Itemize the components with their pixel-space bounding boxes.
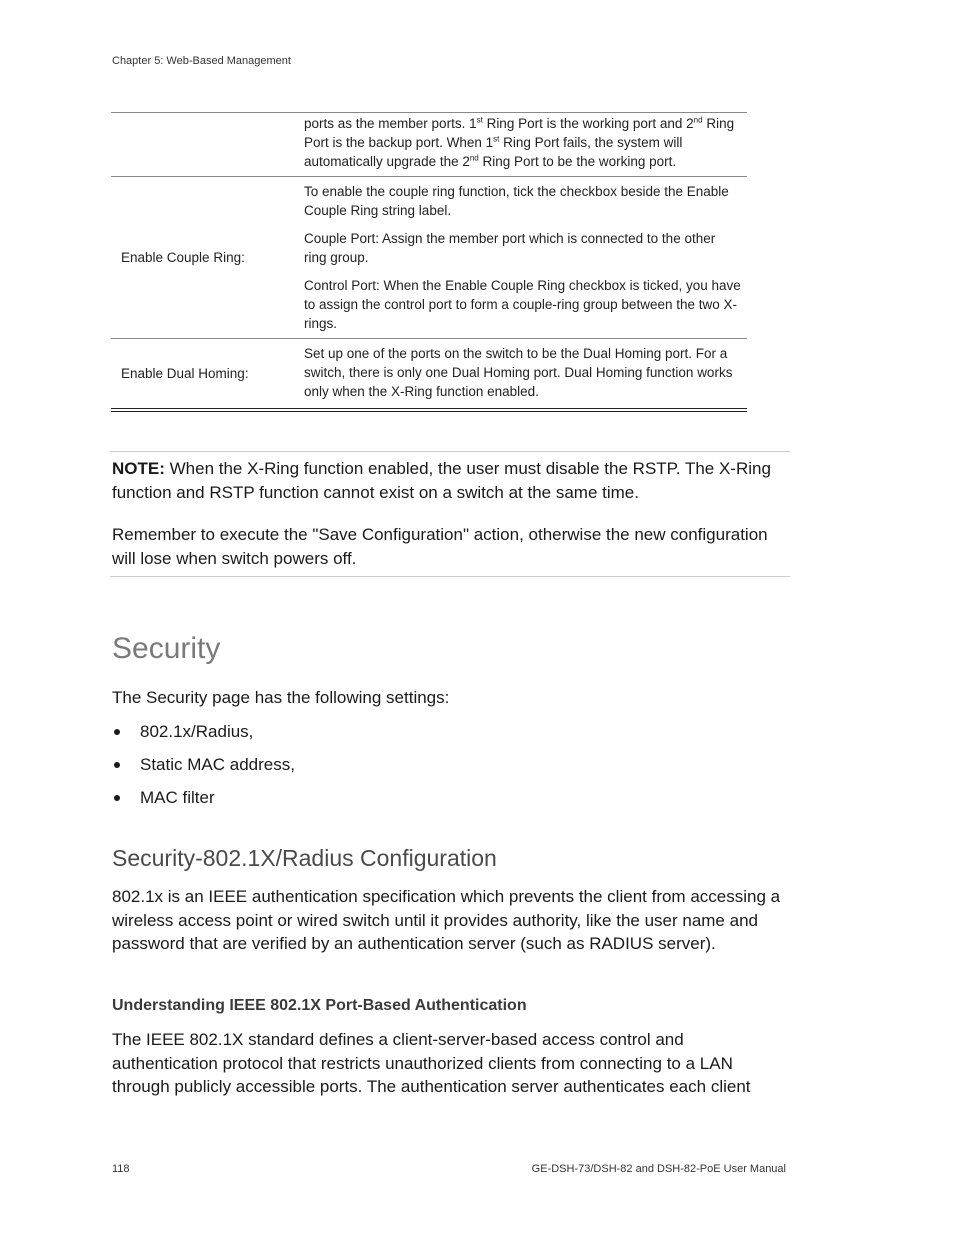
radius-paragraph: 802.1x is an IEEE authentication specification which prevents the client from accessing a wireless access point or wired switch until it provides authority, like the user name and password that are verified by an authentication server (such as RADIUS server). <box>112 887 781 953</box>
page-number: 118 <box>112 1163 130 1175</box>
enable-dual-homing-label: Enable Dual Homing: <box>121 366 249 381</box>
list-item: MAC filter <box>112 787 295 820</box>
table-row <box>111 339 747 411</box>
note-box <box>110 451 790 577</box>
note-text: When the X-Ring function enabled, the user must disable the RSTP. The X-Ring function and RSTP function cannot exist on a switch at the same time. <box>112 459 771 502</box>
settings-list <box>112 721 295 820</box>
table-label-cell <box>111 113 296 177</box>
note-paragraph <box>112 457 790 504</box>
list-item: Static MAC address, <box>112 754 295 787</box>
ieee-paragraph: The IEEE 802.1X standard defines a client-server-based access control and authentication protocol that restricts unauthorized clients from connecting to a LAN through publicly accessible ports. The authentication server authenticates each client <box>112 1030 751 1096</box>
page-header: Chapter 5: Web-Based Management <box>112 55 291 67</box>
table-desc-cell <box>296 339 747 411</box>
control-port-description: Control Port: When the Enable Couple Ring checkbox is ticked, you have to assign the control port to form a couple-ring group between the two X-rings. <box>304 278 741 331</box>
table-desc-cell <box>296 113 747 177</box>
bullet-icon <box>114 762 120 768</box>
bullet-icon <box>114 795 120 801</box>
couple-ring-description: To enable the couple ring function, tick the checkbox beside the Enable Couple Ring string label. <box>304 184 729 218</box>
bullet-icon <box>114 729 120 735</box>
security-intro: The Security page has the following settings: <box>112 688 450 707</box>
enable-couple-ring-label: Enable Couple Ring: <box>121 250 245 265</box>
section-title: Security <box>112 632 221 665</box>
manual-title: GE-DSH-73/DSH-82 and DSH-82-PoE User Manual <box>531 1163 786 1175</box>
list-item: 802.1x/Radius, <box>112 721 295 754</box>
subsection-title: Security-802.1X/Radius Configuration <box>112 845 497 871</box>
subheading: Understanding IEEE 802.1X Port-Based Authentication <box>112 997 527 1014</box>
settings-table <box>111 112 747 412</box>
table-desc-cell <box>296 177 747 339</box>
note-reminder: Remember to execute the "Save Configuration" action, otherwise the new configuration will lose when switch powers off. <box>112 525 768 568</box>
dual-homing-description: Set up one of the ports on the switch to be the Dual Homing port. For a switch, there is only one Dual Homing port. Dual Homing function works only when the X-Ring function enabled. <box>304 346 733 399</box>
couple-port-description: Couple Port: Assign the member port which is connected to the other ring group. <box>304 231 716 265</box>
note-label: NOTE: <box>112 459 165 478</box>
table-row <box>111 113 747 177</box>
ring-port-description: ports as the member ports. 1st Ring Port is the working port and 2nd Ring Port is the backup port. When 1st Ring Port fails, the system will automatically upgrade the 2nd Ring Port to be the working port. <box>304 115 735 169</box>
table-row <box>111 177 747 339</box>
